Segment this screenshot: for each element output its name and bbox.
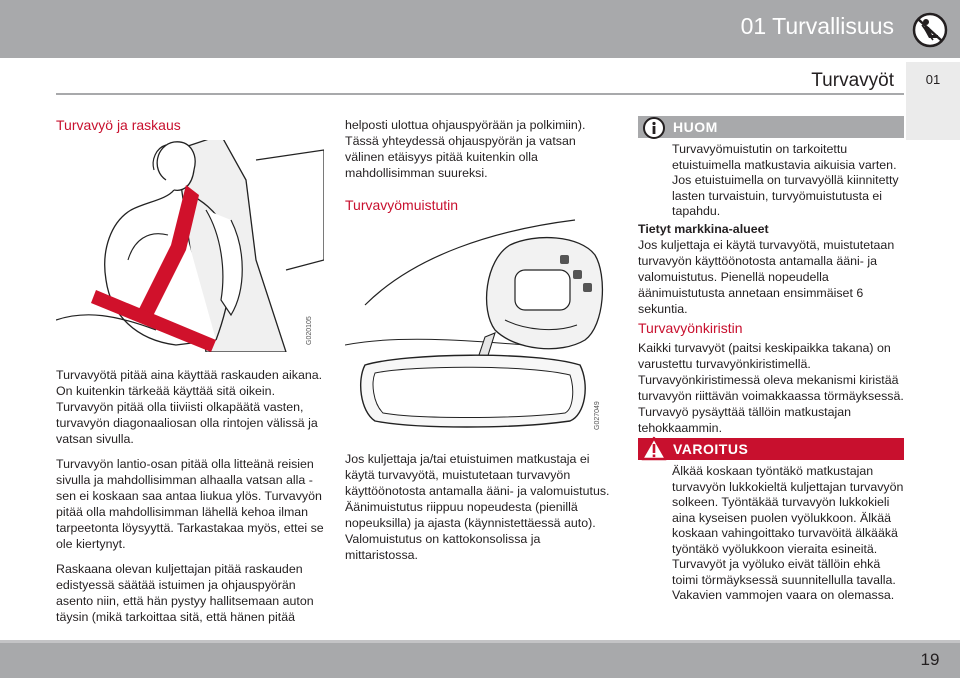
footer-bar: [0, 643, 960, 678]
markets-text: Jos kuljettaja ei käytä turvavyötä, muistutetaan turvavyön käyttöönotosta antamalla ääni- ja valomuistutus. Pienellä nopeudella äänimuistutusta annetaan ensimmäiset 6 sekuntia.: [638, 238, 895, 316]
reminder-heading: Turvavyömuistutin: [345, 197, 459, 213]
pregnant-woman-illustration: [56, 140, 324, 352]
note-box: [638, 116, 904, 220]
paragraph: Turvavyötä pitää aina käyttää raskauden aikana. On kuitenkin tärkeää käyttää sitä oikein. Turvavyön pitää olla tiiviisti olkapäätä vasten, turvavyön diagonaaliosan olla rintojen välissä ja vatsan sivulla.: [56, 368, 323, 446]
chapter-number: 01: [925, 72, 941, 87]
warning-box: [638, 438, 904, 604]
note-header: [638, 116, 904, 138]
roof-console-illustration: [345, 215, 612, 439]
markets-section: [638, 221, 904, 326]
paragraph: Raskaana olevan kuljettajan pitää raskauden edistyessä säätää istuimen ja ohjauspyörän asento niin, että hän pystyy hallitsemaan auton täysin (mikä tarkoittaa sitä, että hänen pitää: [56, 562, 314, 624]
info-icon: [640, 116, 668, 144]
reminder-text: Jos kuljettaja ja/tai etuistuimen matkustaja ei käytä turvavyötä, muistutetaan turvavyön käyttöönotosta antamalla ääni- ja valomuistutus. Äänimuistutus riippuu nopeudesta (pienillä nopeuksilla) ja ajasta (käynnistettäessä auto). Valomuistutus on kattokonsolissa ja mittaristossa.: [345, 452, 610, 562]
tensioner-heading: Turvavyönkiristin: [638, 320, 743, 336]
page-number: 19: [920, 650, 940, 669]
pregnancy-heading: Turvavyö ja raskaus: [56, 117, 181, 133]
tensioner-text: Kaikki turvavyöt (paitsi keskipaikka takana) on varustettu turvavyönkiristimellä. Turvavyönkiristimessä oleva mekanismi kiristää turvavyön riittävän voimakkaassa törmäyksessä. Turvavyö pysäyttää tällöin matkustajan tehokkaammin.: [638, 341, 904, 435]
warning-label: VAROITUS: [673, 441, 749, 457]
continued-text: helposti ulottua ohjauspyörään ja polkimiin). Tässä yhteydessä ohjauspyörän ja vatsan välinen etäisyys pitää kuitenkin olla mahdollisimman suureksi.: [345, 118, 586, 180]
section-title: Turvavyöt: [811, 70, 894, 91]
paragraph: Turvavyön lantio-osan pitää olla litteänä reisien sivulla ja mahdollisimman alhaalla vatsan alla - sen ei koskaan saa antaa liukua ylös. Turvavyön pitää olla mahdollisimman lähellä kehoa ilman tarpeetonta löysyyttä. Tarkastakaa myös, ettei se ole kiertynyt.: [56, 457, 324, 551]
section-underline: [56, 93, 904, 95]
figure-code: G027049: [594, 401, 601, 430]
chapter-title: 01 Turvallisuus: [740, 13, 894, 39]
note-text: Turvavyömuistutin on tarkoitettu etuistuimella matkustavia aikuisia varten. Jos etuistuimella on turvavyöllä kiinnitetty lasten turvaistuin, turvyömuistutusta ei tapahdu.: [672, 142, 899, 218]
warning-header: [638, 438, 904, 460]
pregnancy-text: [56, 367, 324, 634]
markets-heading: Tietyt markkina-alueet: [638, 222, 769, 236]
warning-text: Älkää koskaan työntäkö matkustajan turvavyön lukkokieltä kuljettajan turvavyön solkeen. Työntäkää turvavyön lukkokieli aina kyseisen puolen vyölukkoon. Älkää koskaan vahingoittako turvavöitä älkääkä työntäkö vyölukkoon vieraita esineitä. Turvavyöt ja vyöluko eivät tällöin ehkä toimi törmäyksessä suunnitellulla tavalla. Vakavien vammojen vaara on olemassa.: [672, 464, 904, 602]
warning-triangle-icon: [640, 435, 668, 463]
figure-code: G020105: [306, 316, 313, 345]
no-seatbelt-icon: [911, 11, 949, 49]
note-label: HUOM: [673, 119, 718, 135]
